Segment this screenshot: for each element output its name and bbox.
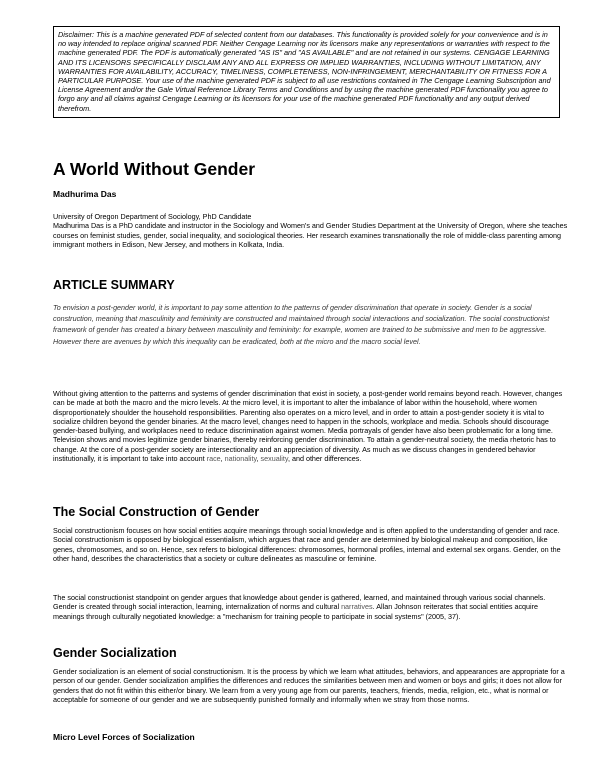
summary-text: To envision a post-gender world, it is important to pay some attention to the patterns of gender discrimination that operate in society. Gender is a social construction, meaning that masculinity and femininity are constructed and maintained through social interactions and socialization. The social constructionist framework of gender has created a binary between masculinity and femininity: for example, women are trained to be submissive and men to be aggressive. However there are avenues by which this inequality can be eradicated, both at the micro and the macro social level. <box>53 303 550 346</box>
gender-socialization-paragraph: Gender socialization is an element of social constructionism. It is the process by which we learn what attitudes, behaviors, and appearances are appropriate for a person of our gender. Gender socialization amplifies the differences and reduces the similarities between men and women or boys and girls; it does not allow for genders that do not fit within this either/or binary. We learn from a very young age from our parents, teachers, friends, media, religion, etc., what is normal or acceptable for someone of our gender and we are subsequently punished formally and informally when we stray from those norms. <box>53 667 565 704</box>
social-construction-paragraph-1: Social constructionism focuses on how social entities acquire meanings through social knowledge and is often applied to the understanding of gender and race. Social constructionism is opposed by biological essentialism, which argues that race and gender are determined by biological makeup and composition, like genes, chromosomes, and so on. Hence, sex refers to biological differences: chromosomes, hormonal profiles, internal and external sex organs. Gender, on the other hand, describes the characteristics that a society or culture delineates as masculine or feminine. <box>53 526 561 563</box>
author-bio: Madhurima Das is a PhD candidate and instructor in the Sociology and Women's and Gender Studies Department at the University of Oregon, where she teaches courses on feminist studies, gender, social inequality, and sociological theories. Her research examines transnationally the role of middle-class parenting among immigrant mothers in Edison, New Jersey, and mothers in Kolkata, India. <box>53 221 568 249</box>
subheading-micro-level: Micro Level Forces of Socialization <box>53 732 195 742</box>
intro-text: Without giving attention to the patterns and systems of gender discrimination that exist in society, a post-gender world remains beyond reach. However, changes can be made at both the macro and the micro levels. At the micro level, it is important to alter the imbalance of labor within the household, where women disproportionately shoulder the household responsibilities. Parenting also operates on a micro level, and in order to attain a post-gender society it is vital to socialize children beyond the gender binaries. At the macro level, changes need to happen in the schools, workplace and media. Schools should discourage gender-based bullying, and workplaces need to reduce discrimination against women. Media portrayals of gender have also been problematic for a long time. Television shows and movies legitimize gender binaries, thereby reinforcing gender discrimination. To attain a gender-neutral society, the media rhetoric has to change. At the core of a post-gender society are intersectionality and an appreciation of diversity. As much as we discuss changes in gendered behavior institutionally, it is important to take into account <box>53 389 563 464</box>
paragraph-text-b: . Allan Johnson reiterates that social entities acquire meanings through culturally negotiated knowledge: a "mechanism for training people to participate in social systems" (2005, 37). <box>53 602 539 621</box>
section-heading-social-construction: The Social Construction of Gender <box>53 505 260 519</box>
author-affiliation: University of Oregon Department of Sociology, PhD Candidate <box>53 212 252 221</box>
article-title: A World Without Gender <box>53 159 256 179</box>
intro-paragraph: Without giving attention to the patterns and systems of gender discrimination that exist in society, a post-gender world remains beyond reach. However, changes can be made at both the macro and the micro levels. At the micro level, it is important to alter the imbalance of labor within the household, where women disproportionately shoulder the household responsibilities. Parenting also operates on a micro level, and in order to attain a post-gender society it is vital to socialize children beyond the gender binaries. At the macro level, changes need to happen in the schools, workplace and media. Schools should discourage gender-based bullying, and workplaces need to reduce discrimination against women. Media portrayals of gender have also been problematic for a long time. Television shows and movies legitimize gender binaries, thereby reinforcing gender discrimination. To attain a gender-neutral society, the media rhetoric has to change. At the core of a post-gender society are intersectionality and an appreciation of diversity. As much as we discuss changes in gendered behavior institutionally, it is important to take into account race, nationality, sexuality, and other differences. <box>53 389 563 464</box>
paragraph-text-a: The social constructionist standpoint on gender argues that knowledge about gender is gathered, learned, and maintained through various social channels. Gender is created through social interaction, learning, internalization of norms and cultural <box>53 593 546 612</box>
link-nationality[interactable]: nationality <box>224 454 257 464</box>
section-heading-gender-socialization: Gender Socialization <box>53 646 177 660</box>
link-narratives[interactable]: narratives <box>341 602 373 612</box>
social-construction-paragraph-2 <box>53 593 568 621</box>
link-sexuality[interactable]: sexuality <box>260 454 288 464</box>
author-bio-block <box>53 212 568 249</box>
link-race[interactable]: race <box>206 454 221 464</box>
disclaimer-box <box>53 26 560 118</box>
summary-heading: ARTICLE SUMMARY <box>53 278 175 292</box>
author-name: Madhurima Das <box>53 189 117 199</box>
disclaimer-text: Disclaimer: This is a machine generated PDF of selected content from our databases. This functionality is provided solely for your convenience and is in no way intended to replace original scanned PDF. Neither Cengage Learning nor its licensors make any representations or warranties with respect to the machine generated PDF. The PDF is automatically generated "AS IS" and "AS AVAILABLE" and are not retained in our systems. CENGAGE LEARNING AND ITS LICENSORS SPECIFICALLY DISCLAIM ANY AND ALL EXPRESS OR IMPLIED WARRANTIES, INCLUDING WITHOUT LIMITATION, ANY WARRANTIES FOR AVAILABILITY, ACCURACY, TIMELINESS, COMPLETENESS, NON-INFRINGEMENT, MERCHANTABILITY OR FITNESS FOR A PARTICULAR PURPOSE. Your use of the machine generated PDF is subject to all use restrictions contained in The Cengage Learning Subscription and License Agreement and/or the Gale Virtual Reference Library Terms and Conditions and by using the machine generated PDF functionality you agree to forgo any and all claims against Cengage Learning or its licensors for your use of the machine generated PDF functionality and any output derived therefrom. <box>58 30 551 113</box>
intro-ending: and other differences. <box>291 454 362 464</box>
